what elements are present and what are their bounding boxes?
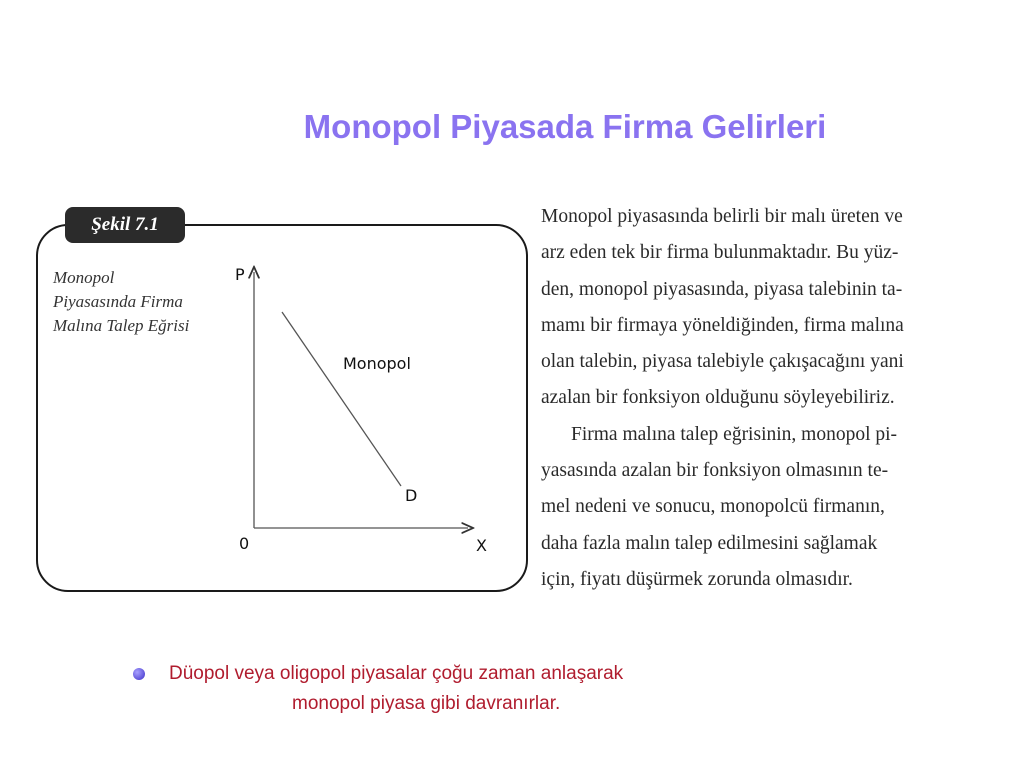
body-line: mel nedeni ve sonucu, monopolcü firmanın, [541,496,885,518]
body-text [541,199,951,598]
body-line: Monopol piyasasında belirli bir malı üreten ve [541,206,903,227]
body-line: olan talebin, piyasa talebiyle çakışacağını yani [541,351,904,373]
body-line: azalan bir fonksiyon olduğunu söyleyebiliriz. [541,387,895,409]
origin-label: 0 [239,534,250,553]
figure-caption-line: Malına Talep Eğrisi [53,316,190,335]
body-line: daha fazla malın talep edilmesini sağlamak [541,532,878,554]
body-line: yasasında azalan bir fonksiyon olmasının te- [541,460,889,482]
x-axis-label: X [476,536,487,555]
body-line: için, fiyatı düşürmek zorunda olmasıdır. [541,568,853,590]
figure-caption-line: Monopol [53,268,115,287]
body-line: mamı bir firmaya yöneldiğinden, firma malına [541,314,904,336]
body-line: arz eden tek bir firma bulunmaktadır. Bu yüz- [541,242,899,264]
curve-label: Monopol [343,354,411,373]
body-line: den, monopol piyasasında, piyasa talebinin ta- [541,278,903,300]
y-axis-label: P [235,265,245,284]
figure-caption-line: Piyasasında Firma [53,292,183,311]
bullet-text-line: Düopol veya oligopol piyasalar çoğu zaman anlaşarak [169,663,624,684]
figure-tab-label: Şekil 7.1 [65,207,185,243]
figure-caption [53,266,223,338]
slide-title: Monopol Piyasada Firma Gelirleri [303,108,827,145]
bullet-dot-icon [133,668,145,680]
body-line: Firma malına talep eğrisinin, monopol pi- [571,423,898,445]
demand-curve-graph [220,250,510,560]
demand-curve-line [282,312,401,486]
curve-end-label: D [405,486,418,505]
bullet-text-line: monopol piyasa gibi davranırlar. [292,693,561,714]
